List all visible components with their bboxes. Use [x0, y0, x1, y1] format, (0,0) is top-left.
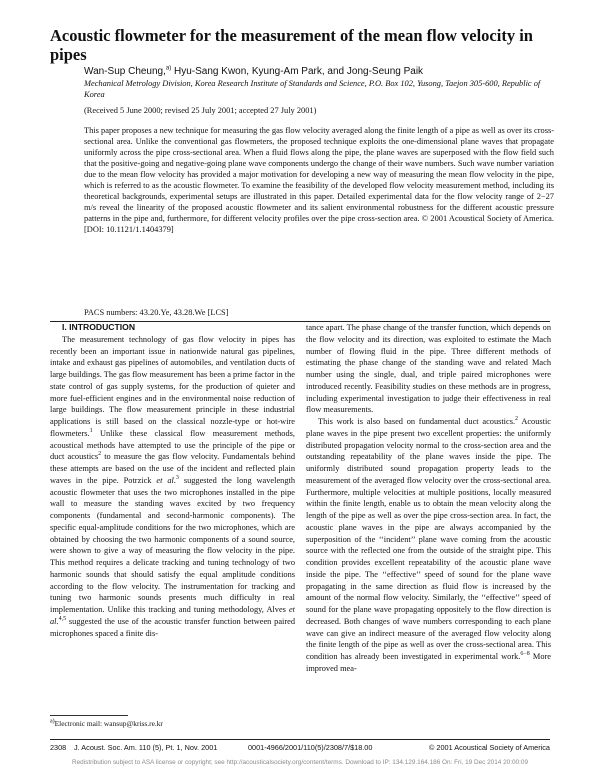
abstract: This paper proposes a new technique for measuring the gas flow velocity averaged along the finite length of a pipe as well as over its cross-sectional area. Unlike the conventional gas flowmeters, the proposed technique exploits the one-dimensional plane waves that propagate uniformly across the pipe cross-sectional area. When a fluid flows along the pipe, the plane waves are superposed with the flow field such that the positive-going and negative-going plane wave components undergo the change of their wave numbers. Such wave number variation due to the mean flow velocity has provided a major motivation for developing a new way of measuring the mean flow velocity in the pipe, which is referred to as the acoustic flowmeter. To examine the feasibility of the developed flow velocity measurement method, including its theoretical backgrounds, experimental setups are illustrated in this paper. Detailed experimental data for the flow velocity range of 2−27 m/s reveal the linearity of the proposed acoustic flowmeter and its salient environmental robustness for the different acoustic pressure patterns in the pipe and, furthermore, for different velocity profiles over the pipe cross-section area. © 2001 Acoustical Society of America. [DOI: 10.1121/1.1404379]: [84, 126, 554, 234]
received-dates: (Received 5 June 2000; revised 25 July 2001; accepted 27 July 2001): [84, 106, 317, 115]
footer-rule: [50, 739, 550, 740]
paper-title: Acoustic flowmeter for the measurement of the mean flow velocity in pipes: [50, 26, 533, 64]
page-footer: [50, 743, 550, 753]
journal-citation: J. Acoust. Soc. Am. 110 (5), Pt. 1, Nov. 2001: [74, 743, 218, 752]
page-number: 2308: [50, 743, 67, 752]
author-list: Wan-Sup Cheung,$^{a)}$ Hyu-Sang Kwon, Kyung-Am Park, and Jong-Seung Paik: [84, 65, 424, 77]
article-code: 0001-4966/2001/110(5)/2308/7/$18.00: [248, 743, 373, 752]
section-heading: I. INTRODUCTION: [62, 322, 136, 332]
paragraph: tance apart. The phase change of the transfer function, which depends on the flow velocity and its direction, was exploited to estimate the Mach number of flowing fluid in the pipe. Three different methods of estimating the phase change of the standing wave and related Mach number using the single, dual, and triple paired microphones were introduced recently. Feasibility studies on these methods are in progress, including experimental investigation to judge their effectiveness in real flow measurements.: [306, 323, 551, 415]
affiliation: Mechanical Metrology Division, Korea Research Institute of Standards and Science, P.O. Box 102, Yusong, Taejon 305-600, Republic of Korea: [84, 79, 541, 99]
paragraph: This work is also based on fundamental duct acoustics.$^2$ Acoustic plane waves in the pipe present two excellent properties: the uniformly distributed propagation velocity normal to the cross-section area and the outstanding repeatability of the plane waves inside the pipe. The uniformly distributed sound propagation property leads to the measurement of the averaged flow velocity over the cross-sectional area. Furthermore, multiple velocities at multiple positions, locally measured within the finite length, enable us to obtain the mean velocity along the length of the pipe as well as over the pipe cross-section area. In fact, the acoustic plane waves in the pipe are always accompanied by the superposition of the ‘‘incident’’ plane wave coming from the acoustic source with the reflected one from the outside of the straight pipe. This condition provides excellent repeatability of the acoustic plane wave inside the pipe. The ‘‘effective’’ speed of sound for the plane wave propagating in the same direction as fluid flow is increased by the amount of the normal flow velocity. Similarly, the ‘‘effective’’ speed of sound for the plane wave propagating oppositely to the flow direction is decreased. Both changes of wave numbers corresponding to each plane wave can give an indirect measure of the averaged flow velocity along the finite length of the pipe as well as over the cross-sectional area. This condition has already been investigated in experimental work.$^{6-8}$ More improved mea-: [306, 416, 551, 673]
paragraph: The measurement technology of gas flow velocity in pipes has recently been an important issue in nationwide natural gas pipelines, intake and exhaust gas pipelines of automobiles, and ventilation ducts of large buildings. The gas flow measurement has been a prime factor in the state control of gas supply systems, for the production of quieter and more fuel-efficient engines and in the environmental noise reduction of large buildings. The flow measurement principle in these industrial applications is still based on the classical nozzle-type or hot-wire flowmeters.$^1$ Unlike these classical flow measurement methods, acoustical methods have attempted to use the principle of the pipe or duct acoustics$^2$ to measure the gas flow velocity. Fundamentals behind these attempts are based on the use of the incident and reflected plain waves in the pipe. Potrzick et al.$^3$ suggested the long wavelength acoustic flowmeter that uses the two microphones installed in the pipe wall to measure the standing waves excited by two frequency components (fundamental and second-harmonic components). The specific equal-amplitude conditions for the two microphones, which are obtained by choosing the two harmonic components of a sound source, were shown to give a way of measuring the flow velocity in the pipe. This method requires a delicate tracking and tuning technology of two harmonic sounds that should satisfy the equal amplitude conditions according to the flow velocity. The instrumentation for tracking and tuning two harmonic sounds presents much difficulty in real implementation. Unlike this tracking and tuning methodology, Alves et al.$^{4,5}$ suggested the use of the acoustic transfer function between paired microphones spaced a finite dis-: [50, 334, 295, 638]
copyright: © 2001 Acoustical Society of America: [429, 743, 550, 752]
right-column: [306, 322, 551, 675]
footnote: $^{a)}$Electronic mail: wansup@kriss.re.kr: [50, 718, 163, 728]
pacs-numbers: PACS numbers: 43.20.Ye, 43.28.We [LCS]: [84, 308, 229, 317]
redistribution-notice: Redistribution subject to ASA license or copyright; see http://acousticalsociety.org/content/terms. Download to IP: 134.129.164.186 On: Fri, 19 Dec 2014 20:00:09: [71, 759, 528, 766]
left-column: [50, 322, 295, 639]
footnote-rule: [50, 715, 128, 716]
